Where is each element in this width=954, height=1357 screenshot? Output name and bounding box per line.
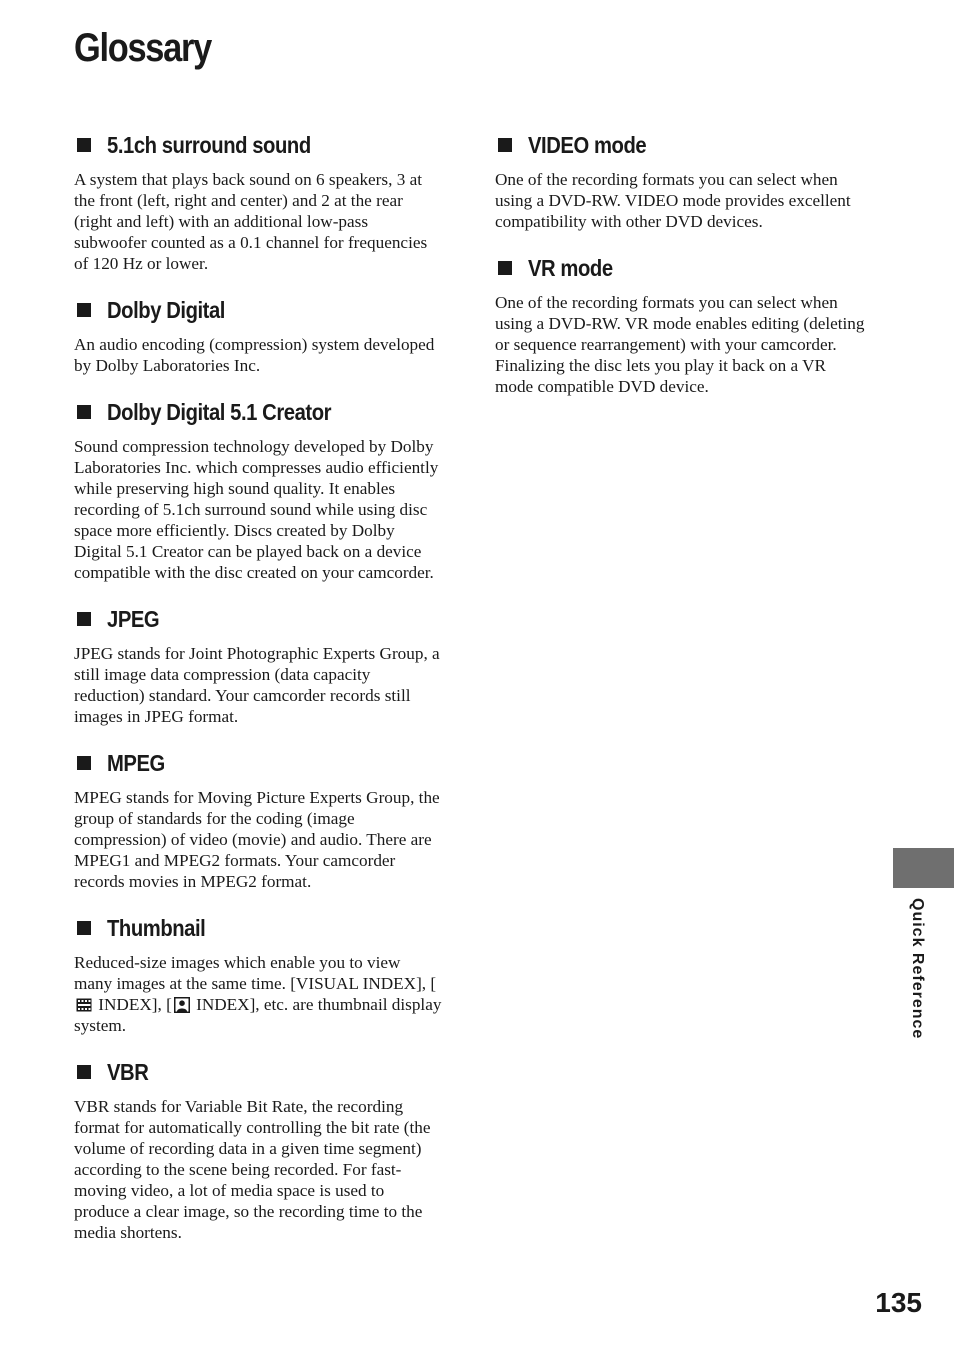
term-label: MPEG	[107, 750, 165, 776]
term-label: VBR	[107, 1059, 149, 1085]
glossary-term	[74, 602, 442, 636]
term-label: JPEG	[107, 606, 160, 632]
glossary-term	[74, 395, 442, 429]
term-label: VIDEO mode	[528, 132, 647, 158]
glossary-entry-dolby-digital	[74, 293, 442, 376]
term-label: 5.1ch surround sound	[107, 132, 311, 158]
film-roll-icon	[76, 997, 92, 1013]
glossary-entry-5-1ch	[74, 128, 442, 274]
right-column	[495, 128, 865, 416]
glossary-definition: VBR stands for Variable Bit Rate, the recording format for automatically controlling the bit rate (the volume of recording data in a given time segment) according to the scene being recorded. For fast-moving video, a lot of media space is used to produce a clear image, so the recording time to the media shortens.	[74, 1097, 431, 1242]
term-label: VR mode	[528, 255, 613, 281]
term-label: Dolby Digital 5.1 Creator	[107, 399, 332, 425]
square-bullet-icon	[77, 1065, 91, 1079]
section-tab-marker	[893, 848, 954, 888]
definition-text: Reduced-size images which enable you to view many images at the same time. [VISUAL INDEX], [	[74, 953, 437, 993]
glossary-term	[74, 746, 442, 780]
glossary-definition: JPEG stands for Joint Photographic Experts Group, a still image data compression (data capacity reduction) standard. Your camcorder records still images in JPEG format.	[74, 644, 440, 726]
square-bullet-icon	[77, 756, 91, 770]
glossary-entry-video-mode	[495, 128, 865, 232]
square-bullet-icon	[77, 612, 91, 626]
square-bullet-icon	[77, 405, 91, 419]
section-tab-label: Quick Reference	[909, 898, 926, 1040]
square-bullet-icon	[77, 921, 91, 935]
glossary-entry-vbr	[74, 1055, 442, 1243]
glossary-entry-mpeg	[74, 746, 442, 892]
glossary-definition: One of the recording formats you can select when using a DVD-RW. VIDEO mode provides excellent compatibility with other DVD devices.	[495, 170, 851, 231]
glossary-definition: MPEG stands for Moving Picture Experts Group, the group of standards for the coding (image compression) of video (movie) and audio. There are MPEG1 and MPEG2 formats. Your camcorder records movies in MPEG2 format.	[74, 788, 440, 891]
face-index-icon	[174, 997, 190, 1013]
glossary-definition: Sound compression technology developed by Dolby Laboratories Inc. which compresses audio efficiently while preserving high sound quality. It enables recording of 5.1ch surround sound while using disc space more efficiently. Discs created by Dolby Digital 5.1 Creator can be played back on a device compatible with the disc created on your camcorder.	[74, 437, 439, 582]
definition-text: INDEX], [	[94, 995, 172, 1014]
definition-text: INDEX], etc. are thumbnail display system.	[74, 995, 442, 1035]
glossary-term	[74, 128, 442, 162]
glossary-term	[74, 1055, 442, 1089]
glossary-entry-dolby-digital-creator	[74, 395, 442, 583]
term-label: Thumbnail	[107, 915, 206, 941]
glossary-definition	[74, 952, 442, 1036]
left-column	[74, 128, 442, 1262]
glossary-entry-jpeg	[74, 602, 442, 727]
glossary-term	[74, 293, 442, 327]
glossary-term	[495, 251, 865, 285]
square-bullet-icon	[498, 138, 512, 152]
glossary-entry-vr-mode	[495, 251, 865, 397]
glossary-term	[74, 911, 442, 945]
page-title: Glossary	[74, 26, 211, 70]
term-label: Dolby Digital	[107, 297, 225, 323]
glossary-definition: An audio encoding (compression) system developed by Dolby Laboratories Inc.	[74, 335, 435, 375]
square-bullet-icon	[498, 261, 512, 275]
glossary-definition: One of the recording formats you can select when using a DVD-RW. VR mode enables editing (deleting or sequence rearrangement) with your camcorder. Finalizing the disc lets you play it back on a VR mode compatible DVD device.	[495, 293, 865, 396]
glossary-definition: A system that plays back sound on 6 speakers, 3 at the front (left, right and center) and 2 at the rear (right and left) with an additional low-pass subwoofer counted as a 0.1 channel for frequencies of 120 Hz or lower.	[74, 170, 428, 273]
square-bullet-icon	[77, 303, 91, 317]
glossary-entry-thumbnail	[74, 911, 442, 1036]
page-number: 135	[875, 1287, 922, 1318]
square-bullet-icon	[77, 138, 91, 152]
glossary-term	[495, 128, 865, 162]
